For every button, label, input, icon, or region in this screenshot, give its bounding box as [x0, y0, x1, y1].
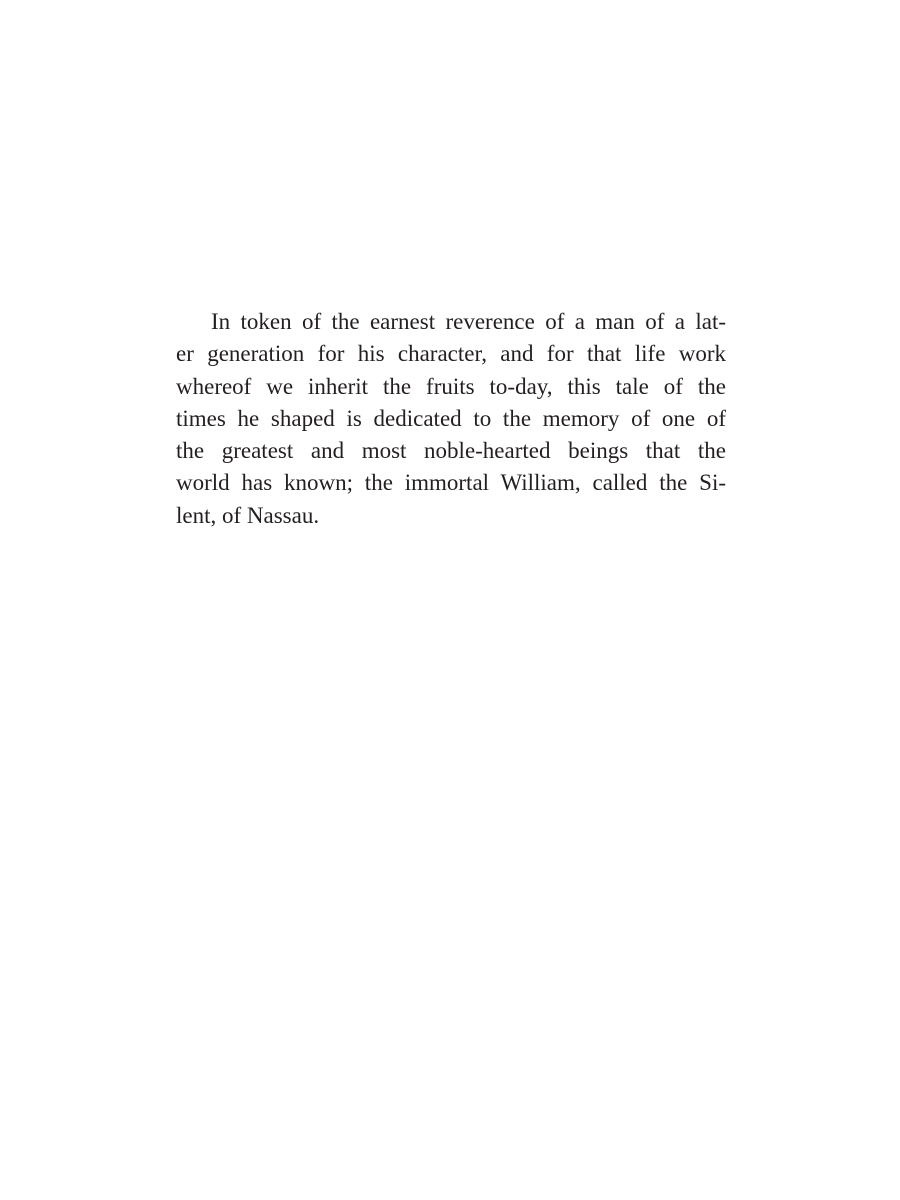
dedication-paragraph — [176, 306, 726, 532]
dedication-line: the greatest and most noble-hearted beings that the — [176, 438, 726, 464]
dedication-line: lent, of Nassau. — [176, 502, 320, 528]
dedication-line: times he shaped is dedicated to the memory of one of — [176, 405, 726, 431]
dedication-line: whereof we inherit the fruits to-day, this tale of the — [176, 373, 726, 399]
dedication-line: er generation for his character, and for that life work — [176, 341, 726, 367]
dedication-line: In token of the earnest reverence of a man of a lat- — [211, 309, 726, 334]
dedication-line: world has known; the immortal William, called the Si- — [176, 470, 726, 496]
